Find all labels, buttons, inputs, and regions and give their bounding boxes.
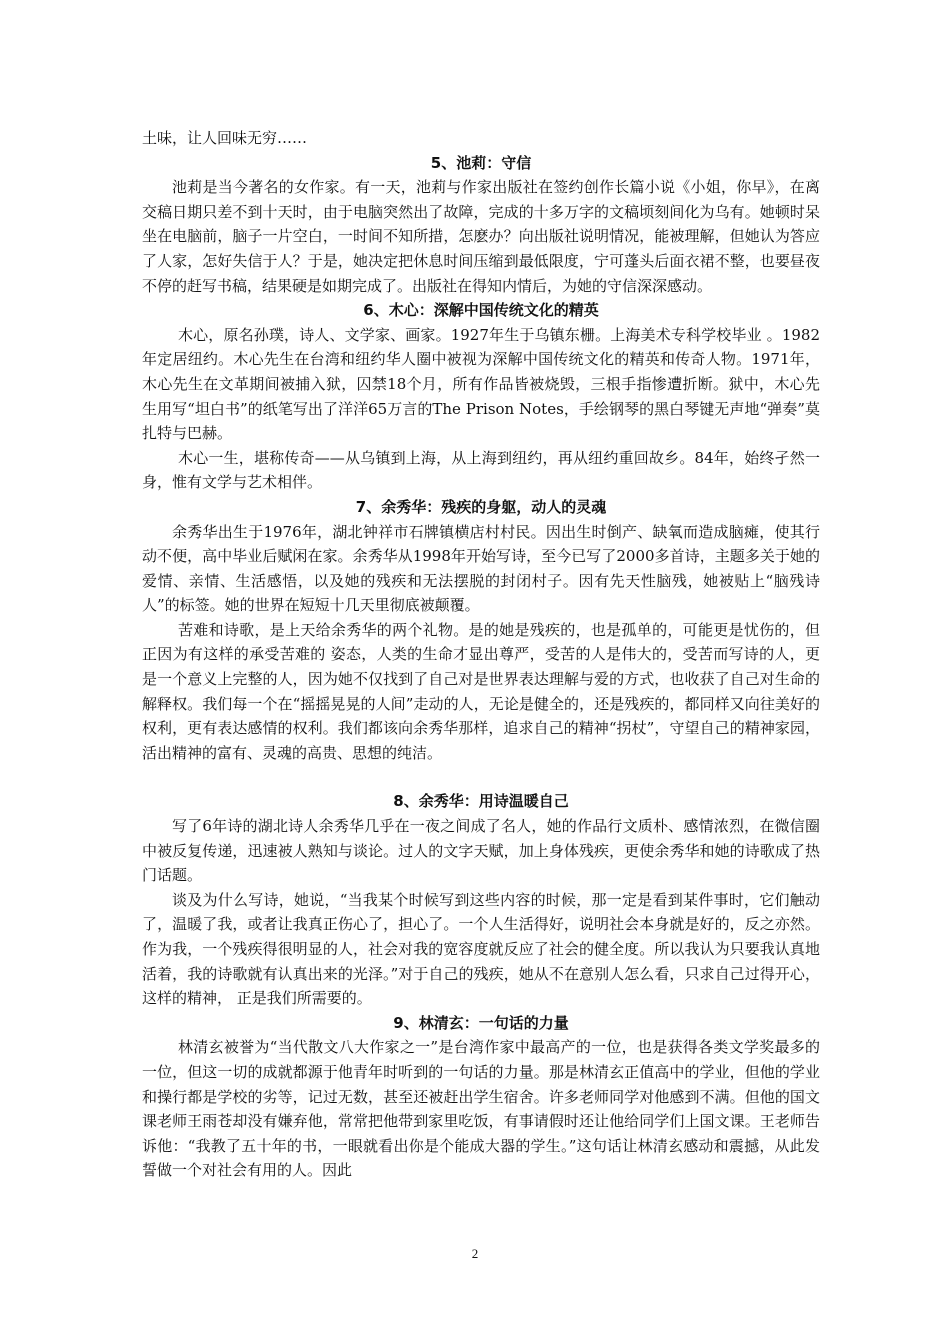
section-8-paragraph-1: 写了6年诗的湖北诗人余秀华几乎在一夜之间成了名人，她的作品行文质朴、感情浓烈，在微信圈中被反复传递，迅速被人熟知与谈论。过人的文字天赋，加上身体残疾，更使余秀华和她的诗歌成了热门话题。	[142, 817, 820, 885]
section-7-paragraph-2: 苦难和诗歌，是上天给余秀华的两个礼物。是的她是残疾的，也是孤单的，可能更是忧伤的，但正因为有这样的承受苦难的 姿态，人类的生命才显出尊严，受苦的人是伟大的，受苦而写诗的人，更是一个意义上完整的人，因为她不仅找到了自己对是世界表达理解与爱的方式，也收获了自己对生命的解释权。我们每一个在“摇摇晃晃的人间”走动的人，无论是健全的，还是残疾的，都同样又向往美好的权利，更有表达感情的权利。我们都该向余秀华那样，追求自己的精神“拐杖”，守望自己的精神家园，活出精神的富有、灵魂的高贵、思想的纯洁。	[142, 620, 820, 762]
section-9-paragraph-1: 林清玄被誉为“当代散文八大作家之一”是台湾作家中最高产的一位，也是获得各类文学奖最多的一位，但这一切的成就都源于他青年时听到的一句话的力量。那是林清玄正值高中的学业，但他的学业和操行都是学校的劣等，记过无数，甚至还被赶出学生宿舍。许多老师同学对他感到不满。但他的国文课老师王雨苍却没有嫌弃他，常常把他带到家里吃饭，有事请假时还让他给同学们上国文课。王老师告诉他：“我教了五十年的书，一眼就看出你是个能成大器的学生。”这句话让林清玄感动和震撼，从此发誓做一个对社会有用的人。因此	[142, 1038, 820, 1180]
section-5-paragraph-1: 池莉是当今著名的女作家。有一天，池莉与作家出版社在签约创作长篇小说《小姐，你早》，在离交稿日期只差不到十天时，由于电脑突然出了故障，完成的十多万字的文稿顷刻间化为乌有。她顿时呆坐在电脑前，脑子一片空白，一时间不知所措，怎麽办？向出版社说明情况，能被理解，但她认为答应了人家，怎好失信于人？于是，她决定把休息时间压缩到最低限度，宁可蓬头后面衣裙不整，也要昼夜不停的赶写书稿，结果硬是如期完成了。出版社在得知内情后，为她的守信深深感动。	[142, 178, 820, 295]
blank-line	[142, 765, 820, 789]
document-body	[142, 126, 820, 1183]
section-8-paragraph-2: 谈及为什么写诗，她说，“当我某个时候写到这些内容的时候，那一定是看到某件事时，它们触动了，温暖了我，或者让我真正伤心了，担心了。一个人生活得好，说明社会本身就是好的，反之亦然。作为我，一个残疾得很明显的人，社会对我的宽容度就反应了社会的健全度。所以我认为只要我认真地活着，我的诗歌就有认真出来的光泽。”对于自己的残疾，她从不在意别人怎么看，只求自己过得开心，这样的精神， 正是我们所需要的。	[142, 890, 820, 1008]
section-title-7: 7、余秀华：残疾的身躯，动人的灵魂	[355, 497, 607, 516]
section-6-paragraph-1: 木心，原名孙璞，诗人、文学家、画家。1927年生于乌镇东栅。上海美术专科学校毕业 。1982年定居纽约。木心先生在台湾和纽约华人圈中被视为深解中国传统文化的精英和传奇人物。1971年，木心先生在文革期间被捕入狱，囚禁18个月，所有作品皆被烧毁，三根手指惨遭折断。狱中，木心先生用写“坦白书”的纸笔写出了洋洋65万言的The Prison Notes，手绘钢琴的黑白琴键无声地“弹奏”莫扎特与巴赫。	[142, 325, 820, 443]
page-number: 2	[471, 1246, 479, 1261]
section-title-5: 5、池莉：守信	[430, 153, 532, 172]
section-title-9: 9、林清玄：一句话的力量	[393, 1013, 569, 1032]
section-6-paragraph-2: 木心一生，堪称传奇——从乌镇到上海，从上海到纽约，再从纽约重回故乡。84年，始终孑然一身，惟有文学与艺术相伴。	[142, 448, 820, 492]
section-title-6: 6、木心：深解中国传统文化的精英	[363, 301, 599, 320]
lead-paragraph: 土味，让人回味无穷……	[142, 129, 308, 147]
section-title-8: 8、余秀华：用诗温暖自己	[393, 792, 569, 811]
section-7-paragraph-1: 余秀华出生于1976年，湖北钟祥市石牌镇横店村村民。因出生时倒产、缺氧而造成脑瘫，使其行动不便，高中毕业后赋闲在家。余秀华从1998年开始写诗，至今已写了2000多首诗，主题多关于她的爱情、亲情、生活感悟，以及她的残疾和无法摆脱的封闭村子。因有先天性脑残，她被贴上“脑残诗人”的标签。她的世界在短短十几天里彻底被颠覆。	[142, 522, 820, 615]
